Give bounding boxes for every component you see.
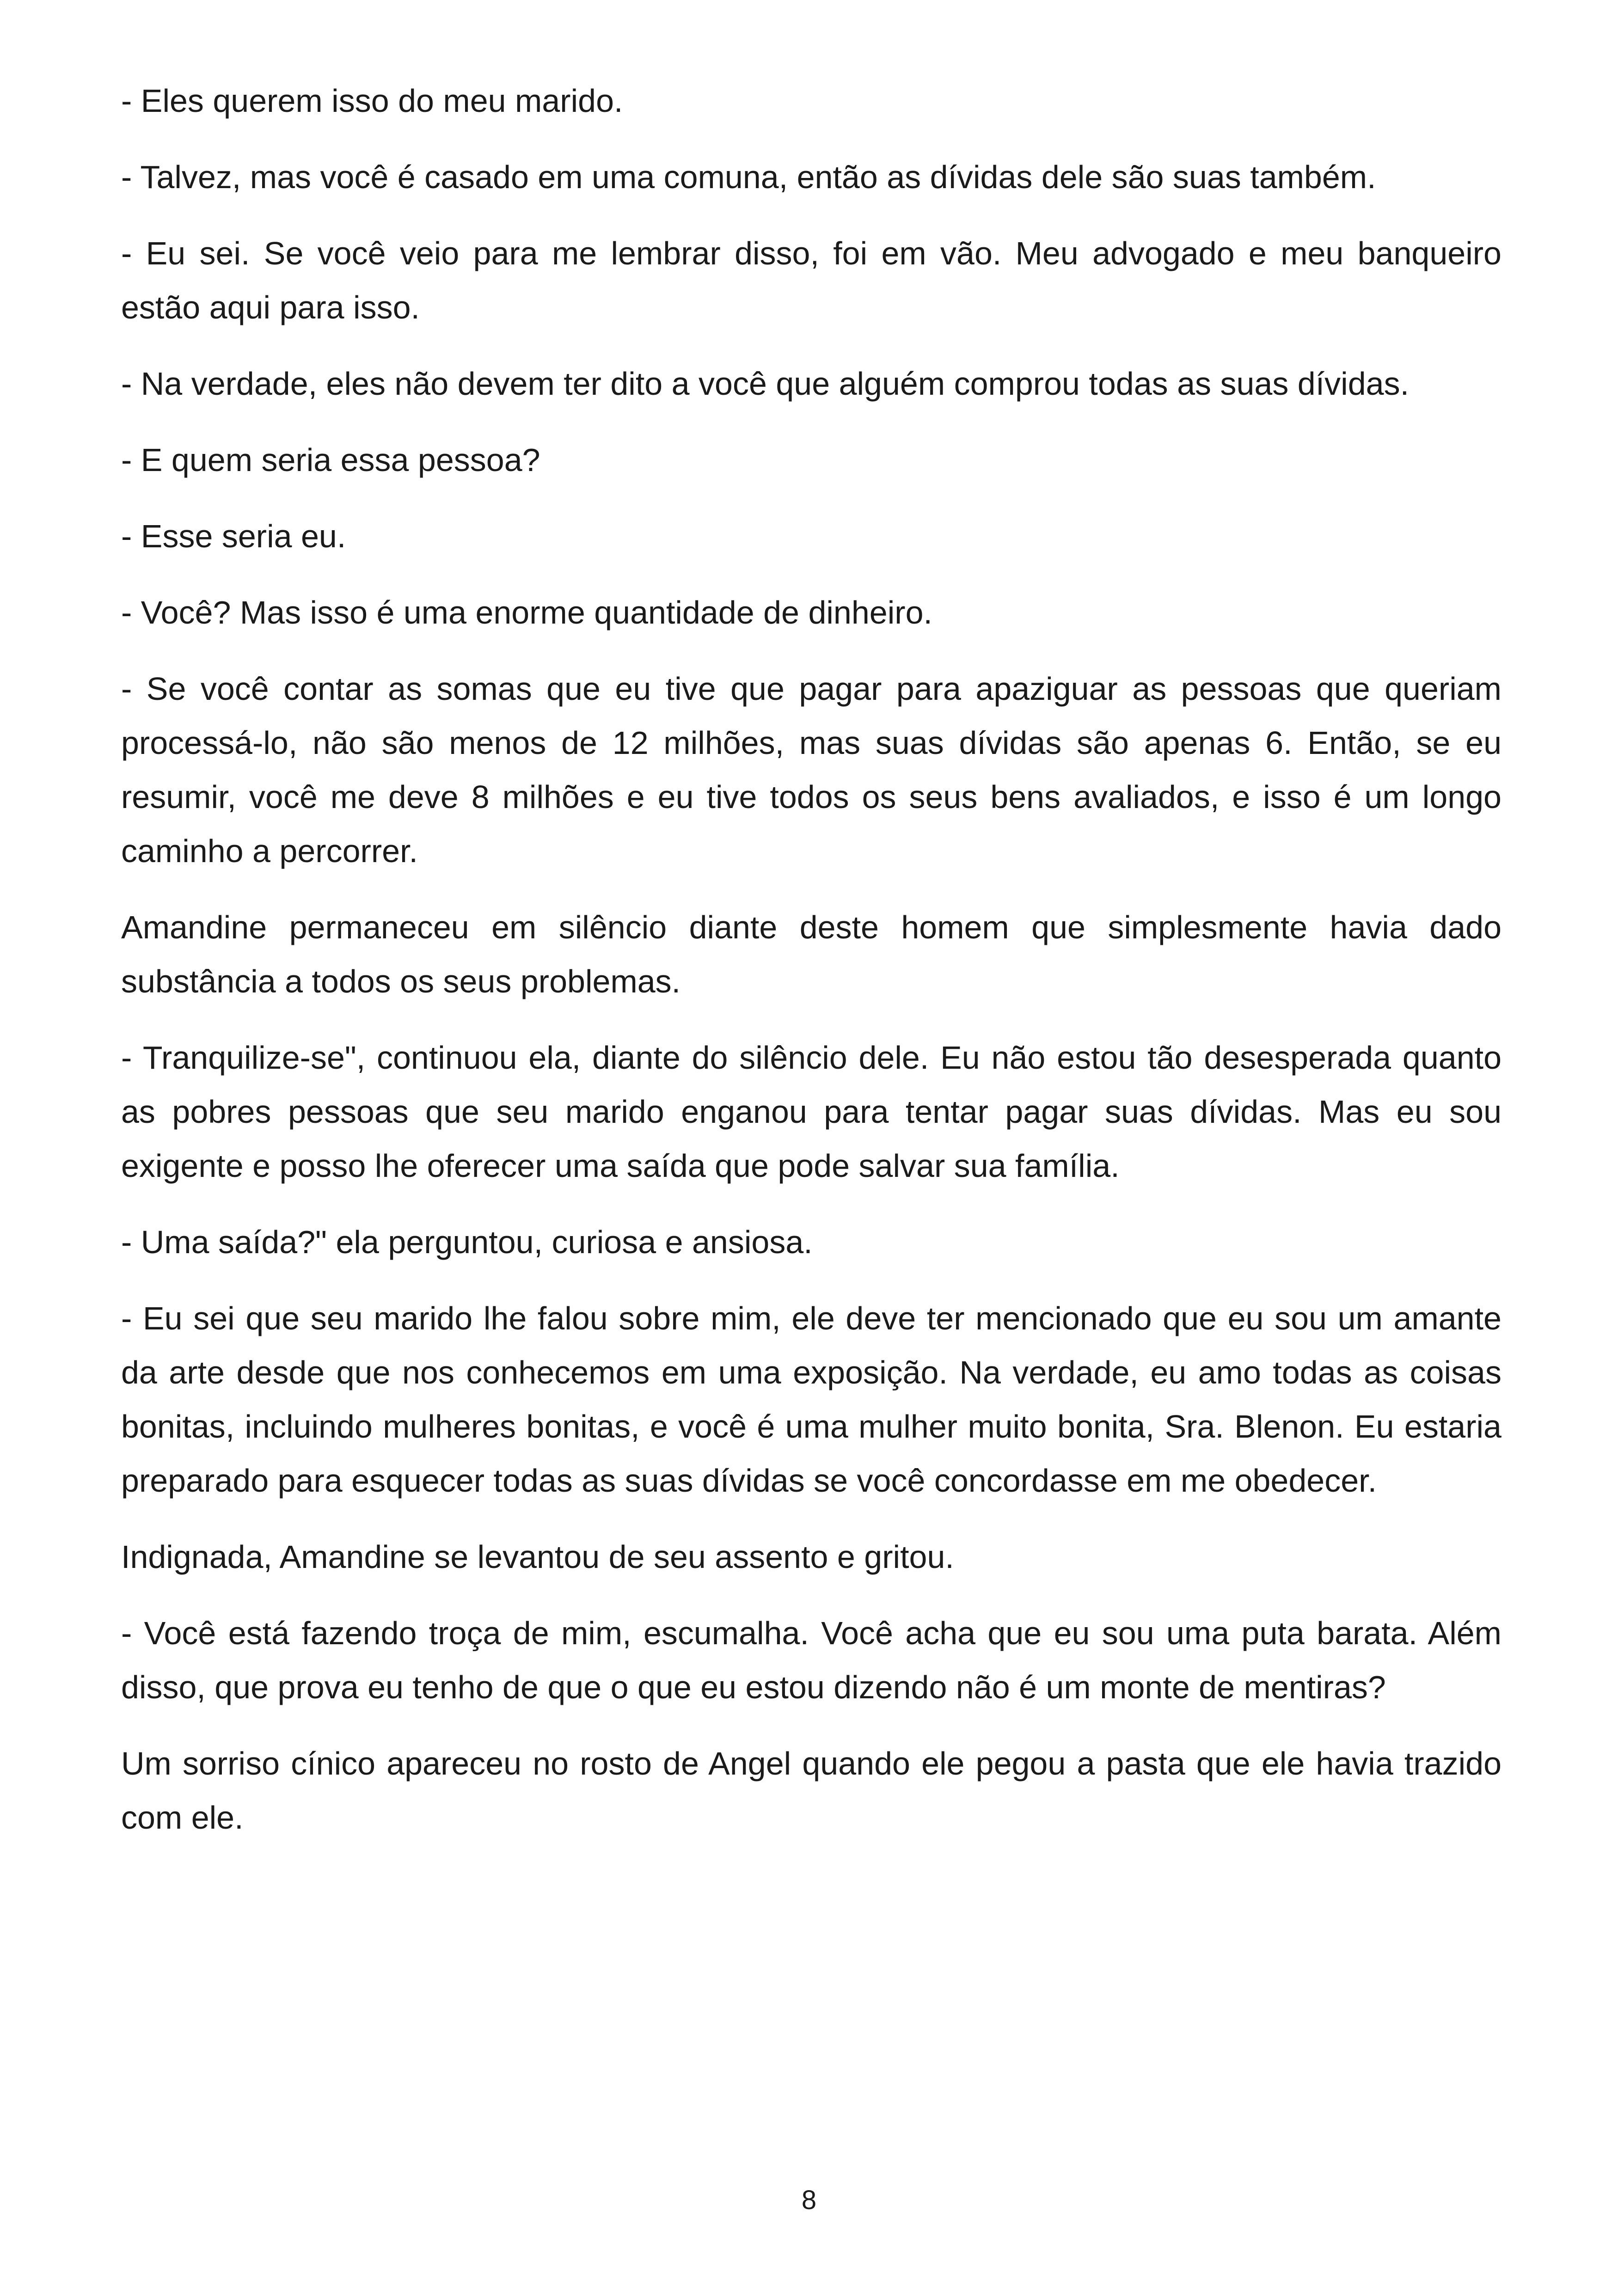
paragraph-10: - Tranquilize-se", continuou ela, diante do silêncio dele. Eu não estou tão desesperada quanto as pobres pessoas que seu marido enganou para tentar pagar suas dívidas. Mas eu sou exigente e posso lhe oferecer uma saída que pode salvar sua família. bbox=[121, 1040, 1502, 1184]
paragraph-11: - Uma saída?" ela perguntou, curiosa e ansiosa. bbox=[121, 1224, 813, 1260]
paragraph-7: - Você? Mas isso é uma enorme quantidade de dinheiro. bbox=[121, 594, 932, 631]
paragraph-15: Um sorriso cínico apareceu no rosto de Angel quando ele pegou a pasta que ele havia trazido com ele. bbox=[121, 1745, 1502, 1836]
paragraph-14: - Você está fazendo troça de mim, escumalha. Você acha que eu sou uma puta barata. Além disso, que prova eu tenho de que o que eu estou dizendo não é um monte de mentiras? bbox=[121, 1615, 1502, 1705]
paragraph-5: - E quem seria essa pessoa? bbox=[121, 442, 540, 478]
paragraph-6: - Esse seria eu. bbox=[121, 518, 346, 554]
paragraph-13: Indignada, Amandine se levantou de seu assento e gritou. bbox=[121, 1539, 954, 1575]
paragraph-9: Amandine permaneceu em silêncio diante deste homem que simplesmente havia dado substância a todos os seus problemas. bbox=[121, 909, 1502, 999]
paragraph-2: - Talvez, mas você é casado em uma comuna, então as dívidas dele são suas também. bbox=[121, 159, 1376, 195]
body-text bbox=[121, 74, 1502, 1867]
paragraph-8: - Se você contar as somas que eu tive que pagar para apaziguar as pessoas que queriam processá-lo, não são menos de 12 milhões, mas suas dívidas são apenas 6. Então, se eu resumir, você me deve 8 milhões e eu tive todos os seus bens avaliados, e isso é um longo caminho a percorrer. bbox=[121, 671, 1502, 869]
paragraph-12: - Eu sei que seu marido lhe falou sobre mim, ele deve ter mencionado que eu sou um amante da arte desde que nos conhecemos em uma exposição. Na verdade, eu amo todas as coisas bonitas, incluindo mulheres bonitas, e você é uma mulher muito bonita, Sra. Blenon. Eu estaria preparado para esquecer todas as suas dívidas se você concordasse em me obedecer. bbox=[121, 1300, 1502, 1499]
paragraph-4: - Na verdade, eles não devem ter dito a você que alguém comprou todas as suas dívidas. bbox=[121, 366, 1410, 402]
page-number: 8 bbox=[801, 2185, 817, 2215]
paragraph-3: - Eu sei. Se você veio para me lembrar disso, foi em vão. Meu advogado e meu banqueiro estão aqui para isso. bbox=[121, 235, 1502, 325]
paragraph-1: - Eles querem isso do meu marido. bbox=[121, 83, 623, 119]
